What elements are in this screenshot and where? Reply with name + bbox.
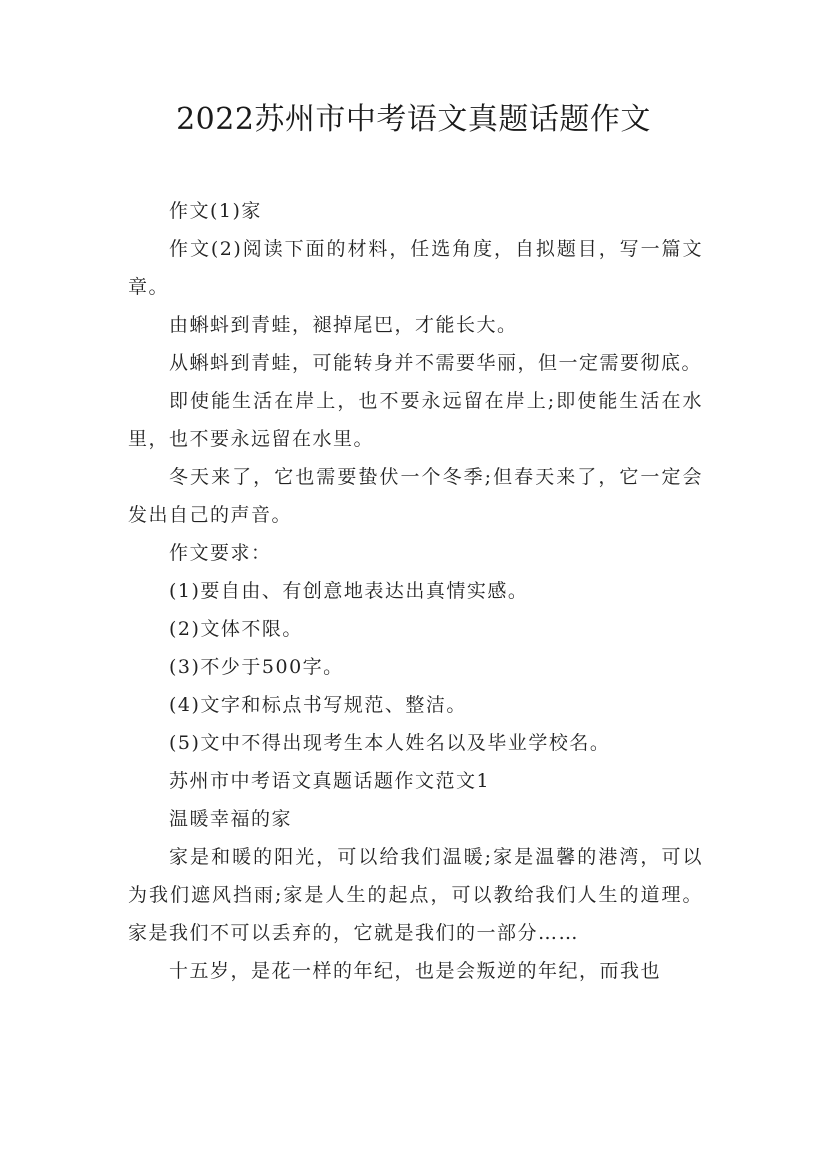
paragraph-requirement-2: (2)文体不限。 <box>169 618 303 640</box>
paragraph-essay-1: 作文(1)家 <box>169 200 262 222</box>
paragraph-requirement-5: (5)文中不得出现考生本人姓名以及毕业学校名。 <box>169 732 611 754</box>
paragraph-material-2: 从蝌蚪到青蛙，可能转身并不需要华丽，但一定需要彻底。 <box>169 352 703 374</box>
paragraph-sample-title: 温暖幸福的家 <box>169 808 293 830</box>
paragraph-material-4: 冬天来了，它也需要蛰伏一个冬季;但春天来了，它一定会发出自己的声音。 <box>128 466 703 526</box>
paragraph-material-1: 由蝌蚪到青蛙，褪掉尾巴，才能长大。 <box>169 314 518 336</box>
paragraph-essay-2: 作文(2)阅读下面的材料，任选角度，自拟题目，写一篇文章。 <box>128 238 703 298</box>
paragraph-requirement-1: (1)要自由、有创意地表达出真情实感。 <box>169 580 529 602</box>
paragraph-sample-heading: 苏州市中考语文真题话题作文范文1 <box>169 770 491 792</box>
paragraph-requirement-4: (4)文字和标点书写规范、整洁。 <box>169 694 467 716</box>
document-body <box>128 192 703 990</box>
paragraph-requirements-heading: 作文要求： <box>169 542 272 564</box>
paragraph-material-3: 即使能生活在岸上，也不要永远留在岸上;即使能生活在水里，也不要永远留在水里。 <box>128 390 703 450</box>
paragraph-sample-body-2: 十五岁，是花一样的年纪，也是会叛逆的年纪，而我也 <box>169 960 662 982</box>
paragraph-requirement-3: (3)不少于500字。 <box>169 656 344 678</box>
paragraph-sample-body-1: 家是和暖的阳光，可以给我们温暖;家是温馨的港湾，可以为我们遮风挡雨;家是人生的起点，可以教给我们人生的道理。家是我们不可以丢弃的，它就是我们的一部分…… <box>128 846 703 944</box>
document-title: 2022苏州市中考语文真题话题作文 <box>176 102 651 137</box>
